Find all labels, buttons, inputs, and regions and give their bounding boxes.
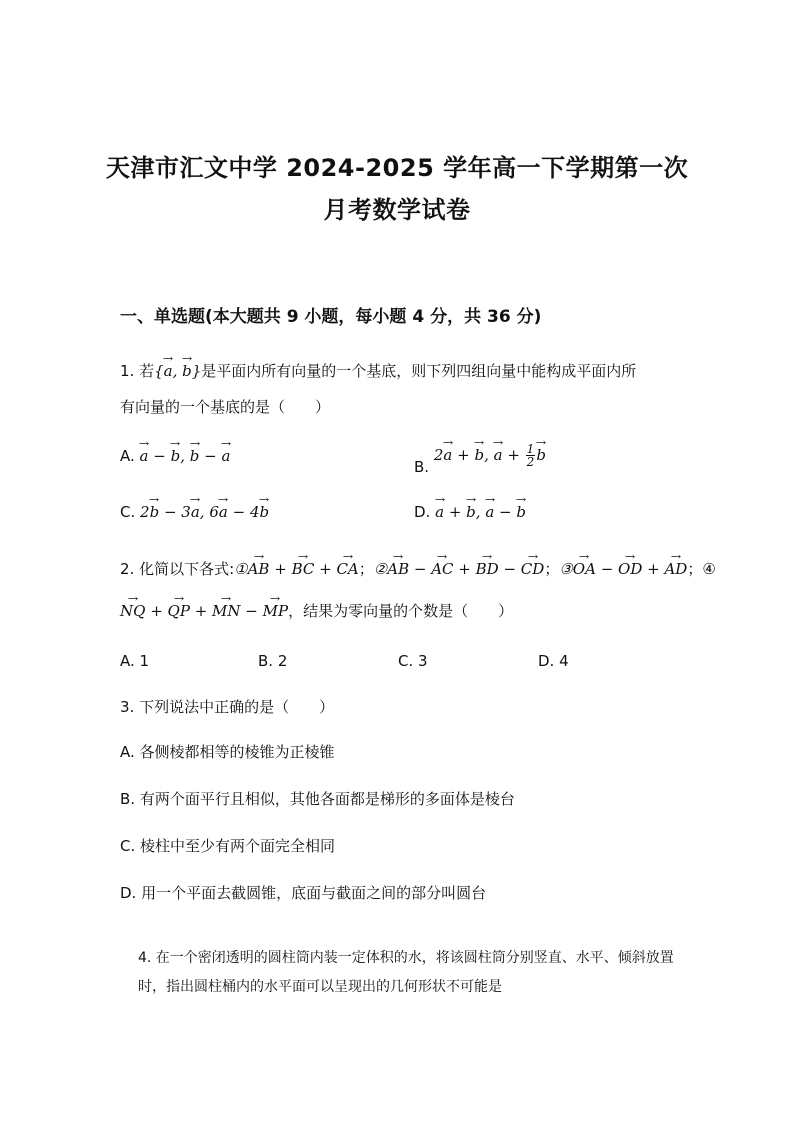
question-2-part4: → NQ + → QP + → MN − → MP	[120, 602, 288, 620]
question-1-basis: {→ a, → b}	[154, 362, 201, 380]
question-1-line1	[120, 360, 636, 381]
question-1-option-b: B. 2→ a + → b, → a + $\frac{1}{2}$ → b	[414, 443, 546, 468]
question-2-part3: ③→ OA − → OD + → AD	[559, 560, 687, 578]
question-2-part1: ①→ AB + → BC + → CA	[234, 560, 359, 578]
question-3-option-b: B. 有两个面平行且相似，其他各面都是梯形的多面体是棱台	[120, 790, 515, 808]
question-2-option-a: A. 1	[120, 652, 150, 670]
question-4-line1: 4. 在一个密闭透明的圆柱筒内装一定体积的水，将该圆柱筒分别竖直、水平、倾斜放置	[138, 950, 674, 966]
question-3-stem: 3. 下列说法中正确的是（ ）	[120, 698, 335, 716]
question-1-text-a: 是平面内所有向量的一个基底，则下列四组向量中能构成平面内所	[201, 362, 637, 380]
question-2-option-b: B. 2	[258, 652, 288, 670]
question-3-option-a: A. 各侧棱都相等的棱锥为正棱锥	[120, 743, 335, 761]
question-3-option-d: D. 用一个平面去截圆锥，底面与截面之间的部分叫圆台	[120, 884, 487, 902]
question-1-option-a: A. → a − → b, → b − → a	[120, 447, 230, 465]
section-heading: 一、单选题(本大题共 9 小题，每小题 4 分，共 36 分)	[120, 307, 542, 327]
question-2-number: 2. 化简以下各式:	[120, 560, 235, 578]
question-1-line2: 有向量的一个基底的是（ ）	[120, 398, 331, 416]
question-2-tail: ，结果为零向量的个数是（ ）	[288, 602, 514, 620]
page-title-line2: 月考数学试卷	[323, 196, 471, 224]
page-title-line1: 天津市汇文中学 2024-2025 学年高一下学期第一次	[105, 154, 689, 182]
question-3-option-c: C. 棱柱中至少有两个面完全相同	[120, 837, 336, 855]
question-1-number: 1. 若	[120, 362, 155, 380]
question-2-option-d: D. 4	[538, 652, 569, 670]
question-1-option-c: C. 2→ b − 3→ a, 6→ a − 4→ b	[120, 503, 269, 521]
question-2-part2: ②→ AB − → AC + → BD − → CD	[374, 560, 545, 578]
question-4-line2: 时，指出圆柱桶内的水平面可以呈现出的几何形状不可能是	[138, 979, 502, 995]
question-1-option-d: D. → a + → b, → a − → b	[414, 503, 526, 521]
question-2-line1: 2. 化简以下各式:①→ AB + → BC + → CA；②→ AB − → AC + → BD − → CD；③→ OA − → OD + → AD；④	[120, 558, 716, 579]
question-2-option-c: C. 3	[398, 652, 428, 670]
question-2-line2	[120, 600, 513, 621]
